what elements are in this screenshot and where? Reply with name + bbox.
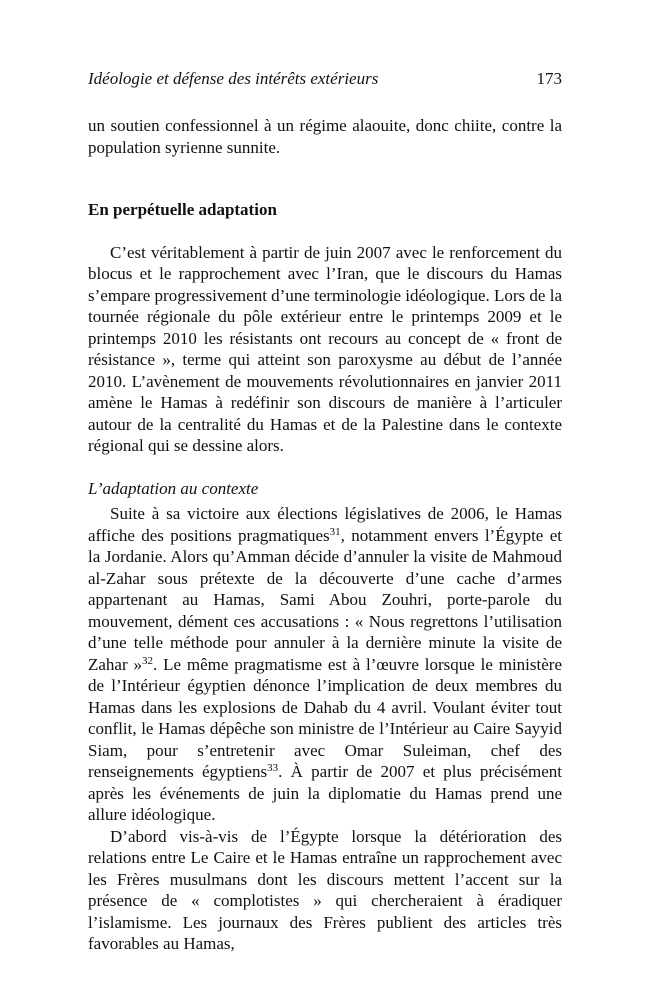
paragraph-text: , notamment envers l’Égypte et la Jordanie. Alors qu’Amman décide d’annuler la visite de Mahmoud al-Zahar sous prétexte de la découverte d’une cache d’armes appartenant au Hamas, Sami Abou Zouhri, porte-parole du mouvement, dément ces accusations : « Nous regrettons l’utilisation d’une telle méthode pour annuler à la dernière minute la visite de Zahar »	[88, 525, 562, 674]
paragraph-text: Suite à sa victoire aux élections législatives de 2006, le Hamas affiche des positions pragmatiques	[88, 504, 562, 545]
footnote-ref: 31	[329, 525, 341, 538]
running-header	[88, 69, 562, 89]
running-title: Idéologie et défense des intérêts extérieurs	[88, 69, 379, 88]
paragraph-text: . À partir de 2007 et plus précisément après les événements de juin la diplomatie du Hamas prend une allure idéologique.	[88, 762, 563, 824]
body-text	[88, 115, 562, 955]
footnote-ref: 32	[141, 654, 153, 667]
paragraph-continuation: un soutien confessionnel à un régime alaouite, donc chiite, contre la population syrienne sunnite.	[88, 116, 562, 157]
paragraph: D’abord vis-à-vis de l’Égypte lorsque la détérioration des relations entre Le Caire et le Hamas entraîne un rapprochement avec les Frères musulmans dont les discours mettent l’accent sur la présence de « complotistes » qui chercheraient à éradiquer l’islamisme. Les journaux des Frères publient des articles très favorables au Hamas,	[88, 826, 562, 953]
paragraph: C’est véritablement à partir de juin 2007 avec le renforcement du blocus et le rapprochement avec l’Iran, que le discours du Hamas s’empare progressivement d’une terminologie idéologique. Lors de la tournée régionale du pôle extérieur entre le printemps 2009 et le printemps 2010 les résistants ont recours au concept de « front de résistance », terme qui atteint son paroxysme au début de l’année 2010. L’avènement de mouvements révolutionnaires en janvier 2011 amène le Hamas à redéfinir son discours de manière à l’articuler autour de la centralité du Hamas et de la Palestine dans le contexte régional qui se dessine alors.	[88, 242, 562, 455]
paragraph	[88, 503, 562, 826]
paragraph-text: . Le même pragmatisme est à l’œuvre lorsque le ministère de l’Intérieur égyptien dénonce l’implication de deux membres du Hamas dans les explosions de Dahab du 4 avril. Voulant éviter tout conflit, le Hamas dépêche son ministre de l’Intérieur au Caire Sayyid Siam, pour s’entretenir avec Omar Suleiman, chef des renseignements égyptiens	[88, 654, 562, 781]
subsection-heading: L’adaptation au contexte	[88, 478, 259, 498]
footnote-ref: 33	[267, 762, 279, 774]
section-heading: En perpétuelle adaptation	[88, 200, 277, 219]
page-number: 173	[536, 69, 562, 88]
